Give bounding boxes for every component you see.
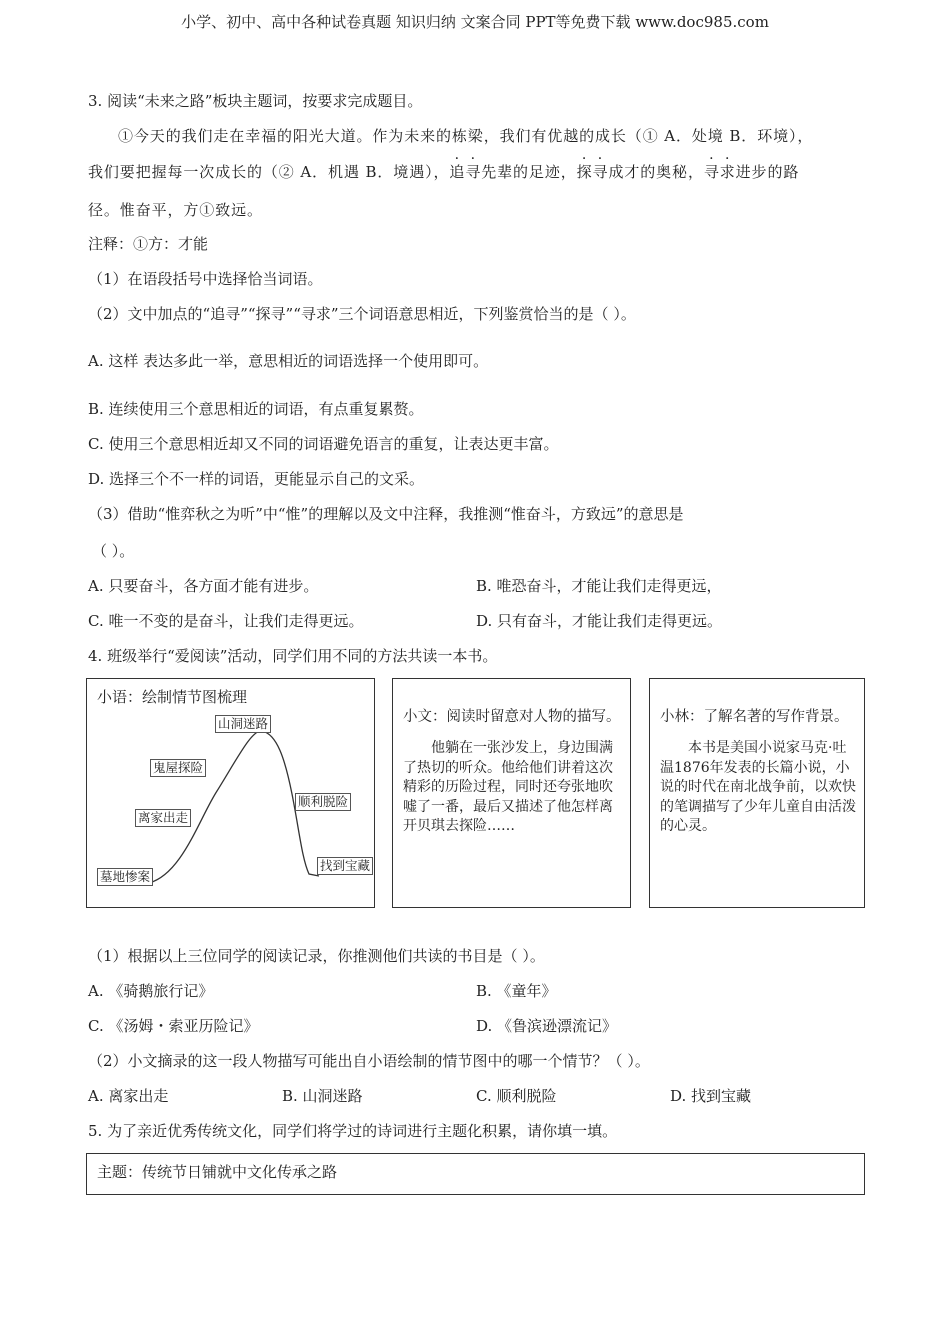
q3-sub3-option-d: D. 只有奋斗，才能让我们走得更远。 — [476, 612, 723, 630]
q4-sub2-option-d: D. 找到宝藏 — [670, 1087, 752, 1105]
q3-sub2-option-a: A. 这样 表达多此一举，意思相近的词语选择一个使用即可。 — [88, 352, 489, 370]
q3-passage-mid1: 先辈的足迹， — [481, 163, 577, 181]
xiaowen-body: 他躺在一张沙发上，身边围满了热切的听众。他给他们讲着这次精彩的历险过程，同时还夸张地吹嘘了一番，最后又描述了他怎样离开贝琪去探险…… — [403, 740, 613, 834]
q3-passage-end2: 进步的路 — [735, 163, 800, 181]
dotted-char: 寻 — [703, 163, 720, 181]
page-header: 小学、初中、高中各种试卷真题 知识归纳 文案合同 PPT等免费下载 www.doc985.com — [181, 13, 769, 31]
plot-diagram-box — [86, 678, 375, 908]
q3-sub3-option-a: A. 只要奋斗，各方面才能有进步。 — [88, 577, 319, 595]
q3-passage-line2-a: 我们要把握每一次成长的（② A．机遇 B．境遇）， — [88, 163, 450, 181]
xiaolin-title: 小林：了解名著的写作背景。 — [660, 709, 849, 725]
q3-stem: 3. 阅读“未来之路”板块主题词，按要求完成题目。 — [88, 92, 423, 110]
q3-sub2-option-b: B. 连续使用三个意思相近的词语，有点重复累赘。 — [88, 400, 424, 418]
q3-sub2-option-d: D. 选择三个不一样的词语，更能显示自己的文采。 — [88, 470, 425, 488]
plot-label-graveyard: 墓地惨案 — [97, 868, 153, 886]
q4-sub2: （2）小文摘录的这一段人物描写可能出自小语绘制的情节图中的哪一个情节？（ ）。 — [88, 1052, 650, 1070]
q3-sub1: （1）在语段括号中选择恰当词语。 — [88, 270, 323, 288]
q4-sub1-option-b: B. 《童年》 — [476, 982, 557, 1000]
plot-label-mountain-cave: 山洞迷路 — [215, 715, 271, 733]
plot-label-leave-home: 离家出走 — [135, 809, 191, 827]
q4-sub2-option-c: C. 顺利脱险 — [476, 1087, 557, 1105]
q4-sub1-option-a: A. 《骑鹅旅行记》 — [88, 982, 214, 1000]
xiaolin-box — [649, 678, 865, 908]
dotted-char: 寻 — [465, 163, 482, 181]
q3-sub3: （3）借助“惟弈秋之为听”中“惟”的理解以及文中注释，我推测“惟奋斗，方致远”的意思是 — [88, 505, 684, 523]
q4-sub1-option-d: D. 《鲁滨逊漂流记》 — [476, 1017, 618, 1035]
q3-sub3-option-b: B. 唯恐奋斗，才能让我们走得更远， — [476, 577, 722, 595]
q4-sub1-option-c: C. 《汤姆・索亚历险记》 — [88, 1017, 259, 1035]
q4-sub2-option-a: A. 离家出走 — [88, 1087, 169, 1105]
q3-sub2-option-c: C. 使用三个意思相近却又不同的词语避免语言的重复，让表达更丰富。 — [88, 435, 559, 453]
q3-sub2: （2）文中加点的“追寻”“探寻”“寻求”三个词语意思相近，下列鉴赏恰当的是（ ）。 — [88, 305, 636, 323]
q3-passage-mid2: 成才的奥秘， — [608, 163, 704, 181]
dotted-char: 探 — [576, 163, 593, 181]
q5-theme-box — [86, 1153, 865, 1195]
q4-sub1: （1）根据以上三位同学的阅读记录，你推测他们共读的书目是（ ）。 — [88, 947, 545, 965]
q5-theme: 主题：传统节日铺就中文化传承之路 — [97, 1163, 338, 1181]
xiaowen-title: 小文：阅读时留意对人物的描写。 — [403, 709, 621, 725]
dotted-char: 追 — [449, 163, 466, 181]
q4-stem: 4. 班级举行“爱阅读”活动，同学们用不同的方法共读一本书。 — [88, 647, 498, 665]
plot-label-escape: 顺利脱险 — [295, 793, 351, 811]
q3-sub3-option-c: C. 唯一不变的是奋斗，让我们走得更远。 — [88, 612, 364, 630]
dotted-char: 求 — [719, 163, 736, 181]
q4-sub2-option-b: B. 山洞迷路 — [282, 1087, 363, 1105]
xiaolin-body: 本书是美国小说家马克·吐温1876年发表的长篇小说，小说的时代在南北战争前，以欢快的笔调描写了少年儿童自由活泼的心灵。 — [660, 740, 856, 834]
plot-diagram-title: 小语：绘制情节图梳理 — [97, 688, 248, 706]
dotted-char: 寻 — [592, 163, 609, 181]
plot-label-haunted-house: 鬼屋探险 — [150, 759, 206, 777]
q3-passage-line1: ①今天的我们走在幸福的阳光大道。作为未来的栋梁，我们有优越的成长（① A．处境 B．环境）， — [118, 127, 814, 145]
q3-passage-line2 — [88, 162, 799, 182]
q3-sub3-paren: （ ）。 — [92, 542, 135, 560]
plot-label-treasure: 找到宝藏 — [317, 857, 373, 875]
q5-stem: 5. 为了亲近优秀传统文化，同学们将学过的诗词进行主题化积累，请你填一填。 — [88, 1122, 618, 1140]
xiaowen-box — [392, 678, 631, 908]
q3-note: 注释：①方：才能 — [88, 235, 209, 253]
q3-passage-line3: 径。惟奋平，方①致远。 — [88, 201, 263, 219]
